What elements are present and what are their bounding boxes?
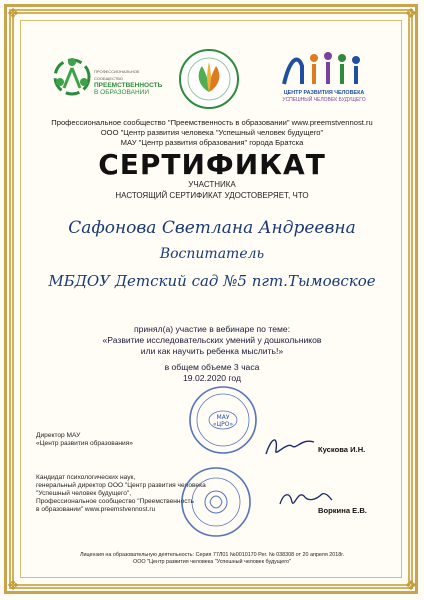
recipient-name: Сафонова Светлана Андреевна xyxy=(68,218,356,238)
logo-right-text xyxy=(274,90,374,104)
first-signatory-role xyxy=(36,432,133,448)
logo-right-line: ЦЕНТР РАЗВИТИЯ ЧЕЛОВЕКА xyxy=(283,90,365,96)
footer-line: ООО "Центр развития человека "Успешный человек будущего" xyxy=(133,559,291,565)
event-topic-line: «Развитие исследовательских умений у дошкольников xyxy=(102,335,322,345)
logo-left-line: ПРОФЕССИОНАЛЬНОЕ СООБЩЕСТВО xyxy=(94,69,140,81)
seal-text: МАУ xyxy=(216,414,230,421)
role-line: «Центр развития образования» xyxy=(36,440,133,447)
recipient-organization: МБДОУ Детский сад №5 пгт.Тымовское xyxy=(48,272,376,290)
corner-ornament-icon: ❖ xyxy=(6,5,20,21)
corner-ornament-icon: ❖ xyxy=(404,577,418,593)
role-line: "Успешный человек будущего", xyxy=(36,490,132,497)
logo-row xyxy=(34,48,390,114)
logo-right-line: УСПЕШНЫЙ ЧЕЛОВЕК БУДУЩЕГО xyxy=(282,97,366,103)
logo-left-text xyxy=(94,68,164,96)
footer-line: Лицензия на образовательную деятельность: Серия 77Л01 №0010170 Рег. № 038308 от 20 апреля 2018г. xyxy=(79,552,345,558)
license-footer xyxy=(36,552,388,566)
certificate-subtitle: УЧАСТНИКА xyxy=(188,180,236,189)
event-block xyxy=(60,324,364,384)
role-line: Кандидат психологических наук, xyxy=(36,474,136,481)
certificate-title: СЕРТИФИКАТ xyxy=(98,148,326,181)
recipient-position: Воспитатель xyxy=(159,246,265,262)
event-topic-line: или как научить ребенка мыслить!» xyxy=(140,346,284,356)
human-development-center-logo xyxy=(274,48,374,110)
event-intro: принял(а) участие в вебинаре по теме: xyxy=(133,324,291,334)
organizations-header xyxy=(40,118,384,148)
event-volume: в общем объеме 3 часа xyxy=(164,362,260,372)
role-line: генеральный директор ООО "Центр развития человека xyxy=(36,482,206,489)
logo-left-line: ПРЕЕМСТВЕННОСТЬ xyxy=(94,82,163,89)
second-signatory-name: Воркина Е.В. xyxy=(318,506,367,515)
plant-emblem-icon xyxy=(178,48,240,110)
logo-left-line: В ОБРАЗОВАНИИ xyxy=(94,89,150,96)
corner-ornament-icon: ❖ xyxy=(6,577,20,593)
preemstvennost-logo xyxy=(52,48,163,110)
round-seal-icon xyxy=(188,385,258,455)
company-seal-icon xyxy=(180,466,252,538)
role-line: в образовании" www.preemstvennost.ru xyxy=(36,506,156,513)
header-line: МАУ "Центр развития образования" города Братска xyxy=(120,138,304,147)
header-line: Профессиональное сообщество "Преемственность в образовании" www.preemstvennost.ru xyxy=(51,118,373,127)
signature-icon xyxy=(262,432,318,460)
certificate-statement: НАСТОЯЩИЙ СЕРТИФИКАТ УДОСТОВЕРЯЕТ, ЧТО xyxy=(115,191,309,200)
seal-text: «ЦРО» xyxy=(212,421,234,428)
education-center-logo xyxy=(178,48,240,110)
people-figures-icon xyxy=(274,48,374,88)
corner-ornament-icon: ❖ xyxy=(404,5,418,21)
first-signatory-name: Кускова И.Н. xyxy=(318,445,366,454)
role-line: Профессиональное сообщество "Преемственность xyxy=(36,498,194,505)
role-line: Директор МАУ xyxy=(36,432,81,439)
event-date: 19.02.2020 год xyxy=(183,373,241,383)
people-circle-icon xyxy=(52,52,92,102)
header-line: ООО "Центр развития человека "Успешный человек будущего" xyxy=(100,128,324,137)
